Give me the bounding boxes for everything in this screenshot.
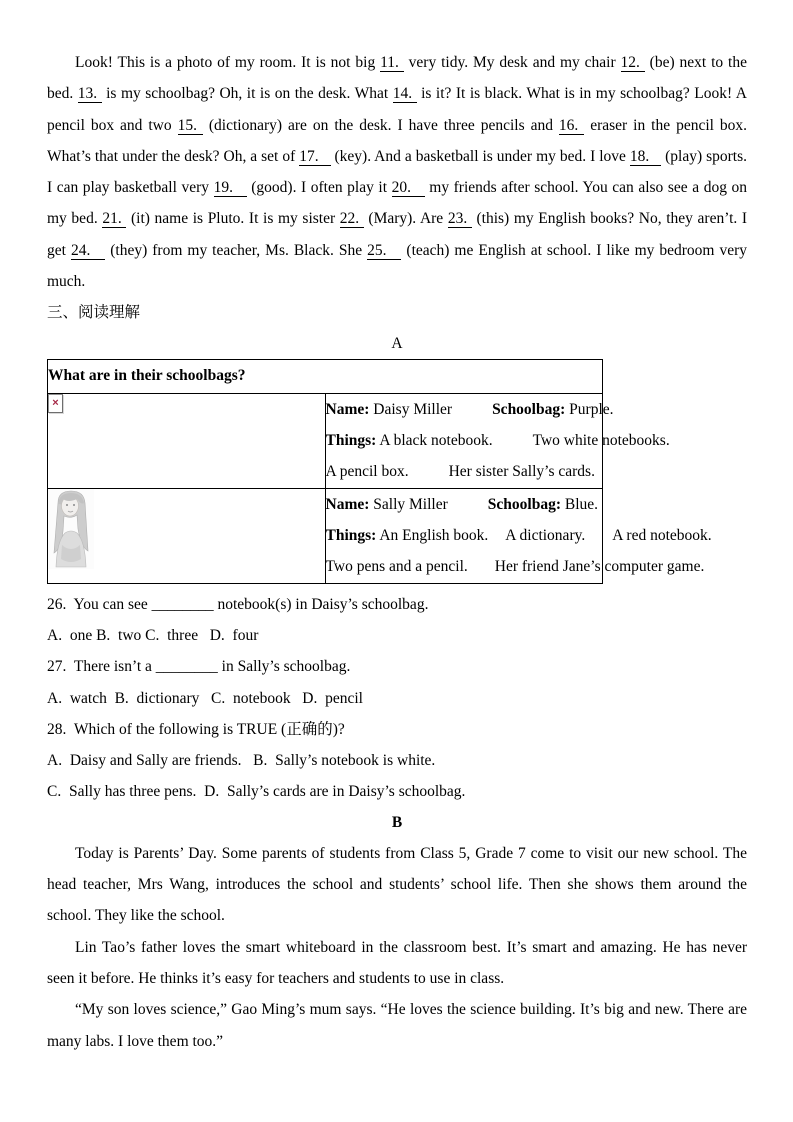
cloze-blank: 12. — [620, 54, 645, 71]
question-26-stem: 26. You can see ________ notebook(s) in Daisy’s schoolbag. — [47, 595, 429, 613]
section-3-heading: 三、阅读理解 — [47, 304, 141, 322]
things-extra: Two white notebooks. — [532, 431, 670, 449]
questions-block — [47, 589, 747, 808]
cloze-blank: 15. — [177, 116, 203, 134]
things-label: Things: — [325, 526, 377, 544]
red-x-glyph: × — [52, 396, 59, 409]
cloze-blank: 20. — [391, 179, 425, 197]
name-label: Name: — [325, 495, 370, 513]
table-title: What are in their schoolbags? — [48, 359, 603, 393]
cloze-blank: 24. — [70, 241, 106, 259]
schoolbag-label: Schoolbag: — [492, 400, 566, 418]
question-28-options-ab: A. Daisy and Sally are friends. B. Sally’s notebook is white. — [47, 752, 436, 770]
schoolbag-label: Schoolbag: — [487, 495, 561, 513]
sally-image-cell — [48, 488, 326, 583]
question-28-stem: 28. Which of the following is TRUE (正确的)? — [47, 720, 345, 738]
schoolbag-table — [47, 359, 712, 584]
sally-row — [48, 488, 603, 583]
broken-image-icon — [48, 394, 63, 413]
daisy-row — [48, 393, 603, 488]
things-value: A black notebook. — [376, 431, 493, 449]
item-b: Her friend Jane’s computer game. — [494, 557, 705, 575]
passage-b-paragraph-1: Today is Parents’ Day. Some parents of students from Class 5, Grade 7 come to visit our new school. The head teacher, Mrs Wang, introduces the school and students’ school life. Then she shows them around the school. They like the school. — [47, 844, 747, 925]
sally-line-2 — [325, 520, 712, 551]
cloze-blank: 14. — [392, 85, 417, 103]
cloze-blank: 22. — [339, 210, 364, 228]
things-label: Things: — [325, 431, 377, 449]
sally-line-1 — [326, 489, 603, 520]
cloze-passage: Look! This is a photo of my room. It is not big 11. very tidy. My desk and my chair 12. (be) next to the bed. 13. is my schoolbag? Oh, it is on the desk. What 14. is it? It is black. What is in my schoolbag? Look! A pencil box and two 15. (dictionary) are on the desk. I have three pencils and 16. eraser in the pencil box. What’s that under the desk? Oh, a set of 17. (key). And a basketball is under my bed. I love 18. (play) sports. I can play basketball very 19. (good). I often play it 20. my friends after school. You can also see a dog on my bed. 21. (it) name is Pluto. It is my sister 22. (Mary). Are 23. (this) my English books? No, they aren’t. I get 24. (they) from my teacher, Ms. Black. She 25. (teach) me English at school. I like my bedroom very much. — [47, 54, 748, 291]
things-c: A red notebook. — [612, 526, 712, 544]
cloze-blank: 17. — [299, 147, 331, 165]
table-title-row — [48, 359, 603, 393]
passage-b-paragraph-3: “My son loves science,” Gao Ming’s mum says. “He loves the science building. It’s big and new. There are many labs. I love them too.” — [47, 1001, 747, 1050]
passage-b-paragraph-2: Lin Tao’s father loves the smart whiteboard in the classroom best. It’s smart and amazing. He has never seen it before. He thinks it’s easy for teachers and students to use in class. — [47, 938, 747, 987]
cloze-blank: 19. — [213, 179, 247, 197]
question-27-stem: 27. There isn’t a ________ in Sally’s schoolbag. — [47, 658, 351, 676]
cloze-blank: 21. — [102, 210, 127, 228]
question-27-options: A. watch B. dictionary C. notebook D. pencil — [47, 689, 363, 707]
schoolbag-value: Purple. — [565, 400, 614, 418]
name-value: Sally Miller — [369, 495, 448, 513]
cloze-blank: 25. — [367, 241, 402, 259]
cloze-blank: 13. — [77, 85, 102, 103]
daisy-image-cell — [48, 393, 326, 488]
cloze-blank: 23. — [447, 210, 472, 228]
cloze-blank: 18. — [629, 147, 662, 165]
question-28-options-cd: C. Sally has three pens. D. Sally’s cards are in Daisy’s schoolbag. — [47, 783, 466, 801]
item-b: Her sister Sally’s cards. — [448, 462, 595, 480]
daisy-line-3 — [326, 456, 603, 487]
daisy-info-cell — [325, 393, 670, 488]
part-b-heading: B — [391, 813, 403, 831]
name-label: Name: — [325, 400, 370, 418]
item-a: A pencil box. — [325, 462, 409, 480]
part-a-heading: A — [391, 334, 403, 352]
girl-photo — [48, 489, 94, 569]
item-a: Two pens and a pencil. — [325, 557, 468, 575]
cloze-blank: 11. — [380, 54, 404, 71]
sally-line-3 — [325, 551, 705, 582]
things-b: A dictionary. — [505, 526, 586, 544]
sally-info-cell — [325, 488, 712, 583]
daisy-line-2 — [325, 425, 670, 456]
daisy-line-1 — [325, 394, 614, 425]
things-value: An English book. — [376, 526, 489, 544]
question-26-options: A. one B. two C. three D. four — [47, 626, 259, 644]
name-value: Daisy Miller — [369, 400, 453, 418]
schoolbag-value: Blue. — [560, 495, 599, 513]
passage-b — [47, 838, 747, 1057]
cloze-blank: 16. — [558, 116, 585, 134]
